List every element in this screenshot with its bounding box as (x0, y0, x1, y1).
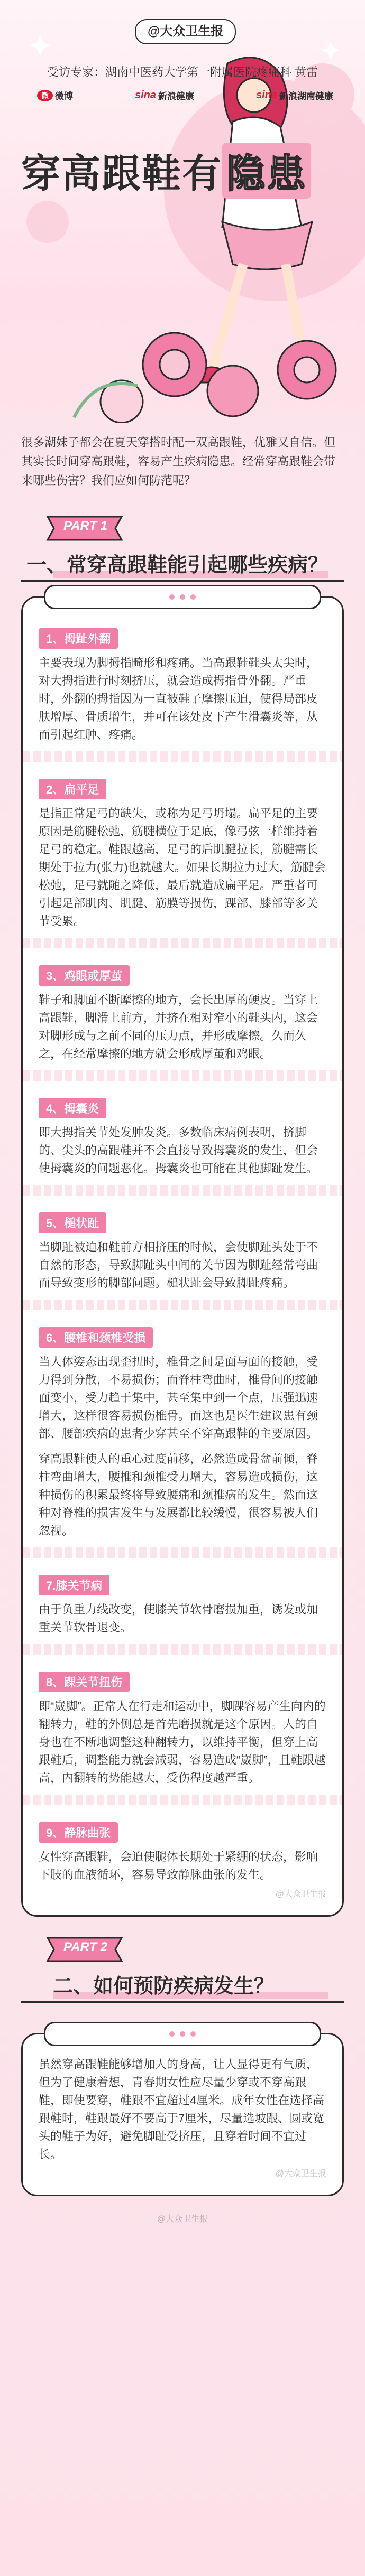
section-divider (23, 1070, 342, 1081)
section-text: 主要表现为脚拇指畸形和疼痛。当高跟鞋鞋头太尖时，对大拇指进行时刻挤压，就会造成拇指骨外翻。严重时，外翻的拇指因为一直被鞋子摩擦压迫，使得局部皮肤增厚、骨质增生，并可在该处皮下产生滑囊炎等，从而引起红肿、疼痛。 (39, 656, 318, 741)
section-label: 8、踝关节扭伤 (39, 1672, 130, 1692)
card2-watermark: @大众卫生报 (275, 2169, 326, 2178)
section-text: 即“崴脚”。正常人在行走和运动中，脚踝容易产生向内的翻转力，鞋的外侧总是首先磨损就是这个原因。人的自身也在不断地调整这种翻转力，以维持平衡，但穿上高跟鞋后，调整能力就会减弱，容易造成“崴脚”，且鞋跟越高，内翻转的势能越大，受伤程度越严重。 (39, 1700, 326, 1785)
section-label: 5、槌状趾 (39, 1212, 106, 1233)
partner-logos (37, 89, 333, 102)
section-label: 2、扁平足 (39, 779, 106, 799)
dot-icon (190, 594, 196, 600)
footer-watermark: @大众卫生报 (157, 2215, 208, 2224)
section-4 (39, 1088, 326, 1178)
prevention-text: 虽然穿高跟鞋能够增加人的身高，让人显得更有气质，但为了健康着想，青春期女性应尽量少穿或不穿高跟鞋，即使要穿，鞋跟不宜超过4厘米。成年女性在选择高跟鞋时，鞋跟最好不要高于7厘米，尽量选坡跟、圆或宽头的鞋子为好，避免脚趾受挤压，且穿着时间不宜过长。 (39, 2058, 325, 2161)
section-divider (23, 1185, 342, 1196)
section-8 (39, 1662, 326, 1787)
section-label: 3、鸡眼或厚茧 (39, 965, 130, 986)
section-divider (23, 938, 342, 948)
section-6 (39, 1318, 326, 1443)
hero-header (0, 0, 365, 423)
section-text: 女性穿高跟鞋，会迫使腿体长期处于紧绷的状态，影响下肢的血液循环，容易导致静脉曲张的发生。 (39, 1850, 318, 1881)
section-divider (23, 751, 342, 762)
part2-card (21, 2033, 344, 2196)
dot-icon (190, 2031, 196, 2037)
section-divider (23, 1300, 342, 1310)
section-label: 9、静脉曲张 (39, 1822, 118, 1843)
section-divider (23, 1644, 342, 1655)
card1-watermark: @大众卫生报 (275, 1890, 326, 1899)
dot-icon (169, 594, 175, 600)
section-label: 7.膝关节病 (39, 1575, 110, 1595)
part1-heading-box (21, 543, 344, 582)
weibo-logo (37, 89, 73, 102)
part2-tag: PART 2 (63, 1940, 108, 1954)
section-text: 穿高跟鞋使人的重心过度前移，必然造成骨盆前倾，脊柱弯曲增大，腰椎和颈椎受力增大，容易造成损伤，这种损伤的积累最终将导致腰痛和颈椎病的发生。然而这种对脊椎的损害发生与发展都比较缓慢，很容易被人们忽视。 (39, 1452, 318, 1537)
section-divider (23, 1795, 342, 1805)
section-text: 当脚趾被迫和鞋前方相挤压的时候，会使脚趾头处于不自然的形态，导致脚趾头中间的关节因为脚趾经常弯曲而导致变形的脚部问题。槌状趾会导致脚趾疼痛。 (39, 1240, 318, 1290)
section-divider (23, 1547, 342, 1558)
weibo-label: 微博 (55, 91, 73, 101)
section-5 (39, 1203, 326, 1292)
sina-health-logo (135, 89, 194, 102)
section-1 (39, 619, 326, 744)
card-top-bar (44, 585, 321, 609)
section-6-continued (39, 1450, 326, 1540)
section-text: 当人体姿态出现歪扭时，椎骨之间是面与面的接触，受力得到分散，不易损伤；而脊柱弯曲时，椎骨间的接触面变小，受力趋于集中，甚至集中到一个点，压强迅速增大，这样很容易损伤椎骨。而这也是医生建议患有颈部、腰部疾病的患者少穿甚至不穿高跟鞋的主要原因。 (39, 1355, 318, 1440)
title-highlight: 隐患 (222, 143, 311, 199)
sina-hunan-health-logo (256, 89, 333, 102)
section-label: 6、腰椎和颈椎受损 (39, 1327, 153, 1348)
brand-badge (135, 19, 236, 44)
intro-paragraph: 很多潮妹子都会在夏天穿搭时配一双高跟鞋，优雅又自信。但其实长时间穿高跟鞋，容易产生疾病隐患。经常穿高跟鞋会带来哪些伤害？我们应如何防范呢？ (21, 436, 336, 487)
part1-card (21, 596, 344, 1917)
page-title (21, 143, 311, 199)
weibo-icon: 微 (37, 90, 53, 101)
dot-icon (180, 594, 185, 600)
sina-hunan-label: 新浪湖南健康 (279, 91, 333, 101)
section-text: 由于负重力线改变，使膝关节软骨磨损加重，诱发或加重关节软骨退变。 (39, 1603, 318, 1634)
dot-icon (169, 2031, 175, 2037)
section-label: 1、拇趾外翻 (39, 628, 118, 649)
section-3 (39, 956, 326, 1063)
part1-heading: 一、常穿高跟鞋能引起哪些疾病？ (26, 554, 328, 576)
brand-name: @大众卫生报 (148, 24, 224, 39)
sina-icon: sina (256, 89, 277, 101)
part2-banner (11, 1933, 354, 2012)
section-label: 4、拇囊炎 (39, 1098, 106, 1118)
title-plain: 穿高跟鞋有 (21, 152, 222, 195)
part1-tag: PART 1 (63, 519, 108, 533)
sina-icon: sina (134, 89, 156, 101)
dot-icon (180, 2031, 185, 2037)
section-text: 是指正常足弓的缺失，或称为足弓坍塌。扁平足的主要原因是筋腱松弛，筋腱横位于足底，像弓弦一样维持着足弓的稳定。鞋跟越高，足弓的后肌腱拉长，筋腱需长期处于拉力(张力)也就越大。如果长期拉力过大，筋腱会松弛，足弓就随之降低，最后就造成扁平足。严重者可引起足部肌肉、肌腱、筋膜等损伤，踝部、膝部等多关节受累。 (39, 807, 326, 928)
section-text: 即大拇指关节处发肿发炎。多数临床病例表明，挤脚的、尖头的高跟鞋并不会直接导致拇囊炎的发生，但会使拇囊炎的问题恶化。拇囊炎也可能在其他脚趾发生。 (39, 1126, 318, 1175)
section-7 (39, 1565, 326, 1637)
card-top-bar (44, 2022, 321, 2046)
part1-banner (11, 511, 354, 591)
reviewer-credit: 受访专家：湖南中医药大学第一附属医院疼痛科 黄雷 (47, 66, 318, 79)
part2-heading: 二、如何预防疾病发生？ (53, 1975, 275, 1998)
section-2 (39, 769, 326, 930)
section-text: 鞋子和脚面不断摩擦的地方，会长出厚的硬皮。当穿上高跟鞋，脚滑上前方，并挤在相对窄小的鞋头内，这会对脚形成与之前不同的压力点，并形成摩擦。久而久之，在经常摩擦的地方就会形成厚茧和鸡眼。 (39, 993, 318, 1060)
section-9 (39, 1813, 326, 1884)
part2-heading-box (21, 1964, 344, 2003)
sina-health-label: 新浪健康 (158, 91, 194, 101)
